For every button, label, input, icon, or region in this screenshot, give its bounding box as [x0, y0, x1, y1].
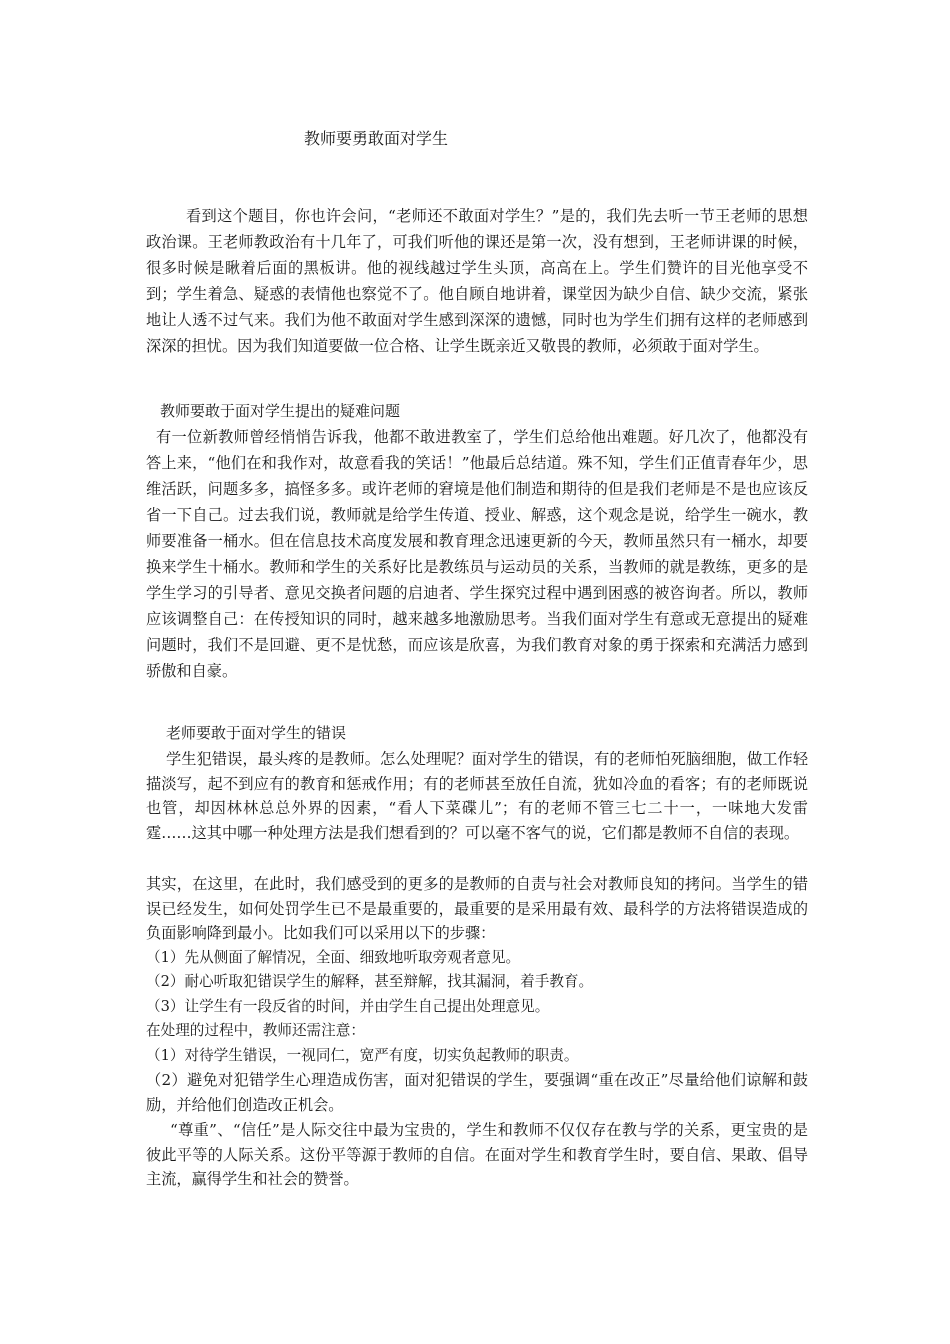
note-item: （1）对待学生错误，一视同仁，宽严有度，切实负起教师的职责。: [146, 1046, 579, 1064]
notes-intro: 在处理的过程中，教师还需注意：: [146, 1022, 365, 1039]
step-item: （3）让学生有一段反省的时间，并由学生自己提出处理意见。: [146, 997, 550, 1015]
conclusion-paragraph: “尊重”、“信任”是人际交往中最为宝贵的，学生和教师不仅仅存在教与学的关系，更宝贵的是彼此平等的人际关系。这份平等源于教师的自信。在面对学生和教育学生时，要自信、果敢、倡导主流，赢得学生和社会的赞誉。: [146, 1121, 808, 1188]
note-item: （2）避免对犯错学生心理造成伤害，面对犯错误的学生，要强调“重在改正”尽量给他们谅解和鼓励，并给他们创造改正机会。: [146, 1071, 808, 1114]
section-heading-mistakes: 老师要敢于面对学生的错误: [166, 724, 347, 742]
section-questions-paragraph: 有一位新教师曾经悄悄告诉我，他都不敢进教室了，学生们总给他出难题。好几次了，他都没有答上来，“他们在和我作对，故意看我的笑话！”他最后总结道。殊不知，学生们正值青春年少，思维活跃，问题多多，搞怪多多。或许老师的窘境是他们制造和期待的但是我们老师是不是也应该反省一下自己。过去我们说，教师就是给学生传道、授业、解惑，这个观念是说，给学生一碗水，教师要准备一桶水。但在信息技术高度发展和教育理念迅速更新的今天，教师虽然只有一桶水，却要换来学生十桶水。教师和学生的关系好比是教练员与运动员的关系，当教师的就是教练，更多的是学生学习的引导者、意见交换者问题的启迪者、学生探究过程中遇到困惑的被咨询者。所以，教师应该调整自己：在传授知识的同时，越来越多地激励思考。当我们面对学生有意或无意提出的疑难问题时，我们不是回避、更不是忧愁，而应该是欣喜，为我们教育对象的勇于探索和充满活力感到骄傲和自豪。: [146, 428, 808, 680]
document-title: 教师要勇敢面对学生: [304, 129, 449, 148]
reflection-paragraph: 其实，在这里，在此时，我们感受到的更多的是教师的自责与社会对教师良知的拷问。当学生的错误已经发生，如何处罚学生已不是最重要的，最重要的是采用最有效、最科学的方法将错误造成的负面影响降到最小。比如我们可以采用以下的步骤：: [146, 875, 808, 942]
step-item: （1）先从侧面了解情况，全面、细致地听取旁观者意见。: [146, 948, 521, 966]
mistakes-handling-block: [146, 872, 808, 1192]
section-mistakes-paragraph: 学生犯错误，最头疼的是教师。怎么处理呢？面对学生的错误，有的老师怕死脑细胞，做工作轻描淡写，起不到应有的教育和惩戒作用；有的老师甚至放任自流，犹如冷血的看客；有的老师既说也管，却因林林总总外界的因素，“看人下菜碟儿”；有的老师不管三七二十一，一味地大发雷霆……这其中哪一种处理方法是我们想看到的？可以毫不客气的说，它们都是教师不自信的表现。: [146, 750, 808, 842]
intro-paragraph: 看到这个题目，你也许会问，“老师还不敢面对学生？”是的，我们先去听一节王老师的思想政治课。王老师教政治有十几年了，可我们听他的课还是第一次，没有想到，王老师讲课的时候，很多时候是瞅着后面的黑板讲。他的视线越过学生头顶，高高在上。学生们赞许的目光他享受不到；学生着急、疑惑的表情他也察觉不了。他自顾自地讲着，课堂因为缺少自信、缺少交流，紧张地让人透不过气来。我们为他不敢面对学生感到深深的遗憾，同时也为学生们拥有这样的老师感到深深的担忧。因为我们知道要做一位合格、让学生既亲近又敬畏的教师，必须敢于面对学生。: [146, 207, 808, 355]
step-item: （2）耐心听取犯错误学生的解释，甚至辩解，找其漏洞，着手教育。: [146, 973, 594, 990]
section-heading-questions: 教师要敢于面对学生提出的疑难问题: [160, 402, 401, 420]
